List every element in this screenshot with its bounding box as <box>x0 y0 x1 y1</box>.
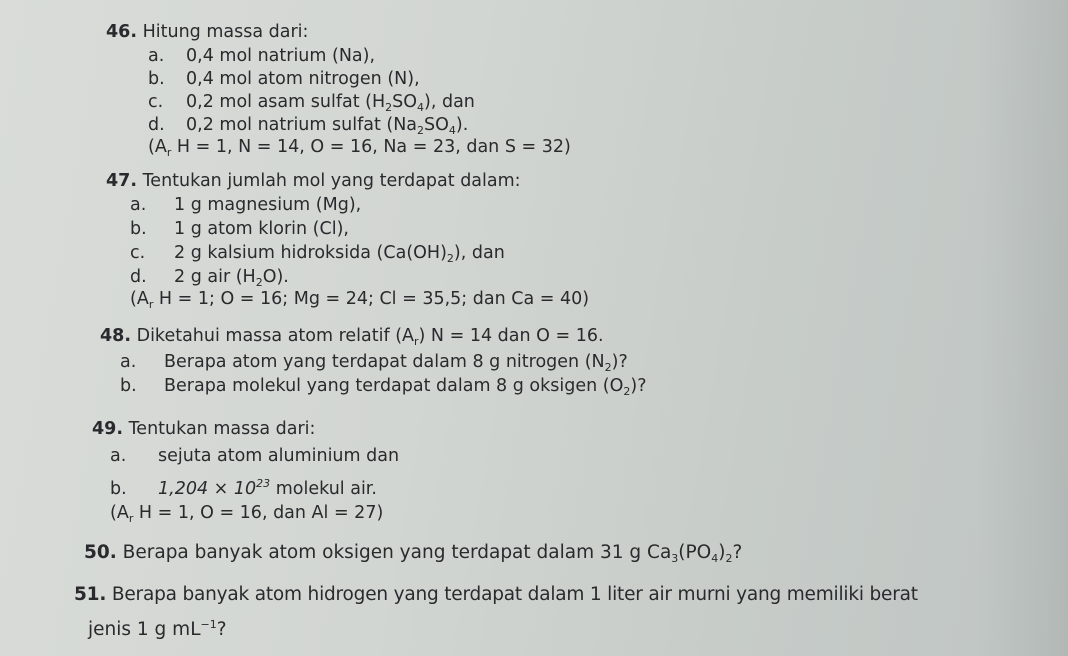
question-number: 51. <box>74 584 107 605</box>
question-49 <box>92 418 315 440</box>
question-51: 51. Berapa banyak atom hidrogen yang terdapat dalam 1 liter air murni yang memiliki berat <box>74 584 918 605</box>
question-47 <box>106 170 521 192</box>
question-number: 46. <box>106 22 138 42</box>
question-46-note: ($A_r$ H = 1, N = 14, O = 16, Na = 23, dan S = 32) <box>148 137 571 159</box>
question-text: Tentukan jumlah mol yang terdapat dalam: <box>142 171 521 191</box>
question-46-item-d: d. 0,2 mol natrium sulfat $(Na_2SO_4)$. <box>148 115 469 137</box>
question-50: 50. Berapa banyak atom oksigen yang terdapat dalam 31 g $Ca_3(PO_4)_2$? <box>84 542 743 565</box>
question-47-note: ($A_r$ H = 1; O = 16; Mg = 24; Cl = 35,5; dan Ca = 40) <box>130 289 590 311</box>
question-51-line2: jenis 1 g $mL^{-1}$? <box>88 618 227 640</box>
question-text: Hitung massa dari: <box>142 22 309 42</box>
question-48-item-a: a. Berapa atom yang terdapat dalam 8 g nitrogen $(N_2)$? <box>120 352 628 374</box>
question-48: 48. Diketahui massa atom relatif $(A_r) N = 14$ dan O = 16. <box>100 326 604 348</box>
question-46 <box>106 21 308 43</box>
question-46-item-c: c. 0,2 mol asam sulfat $(H_2SO_4)$, dan <box>148 92 475 114</box>
question-49-item-a: a. sejuta atom aluminium dan <box>110 446 400 466</box>
question-text: Tentukan massa dari: <box>128 419 316 439</box>
question-46-item-b: b. 0,4 mol atom nitrogen (N), <box>148 69 420 89</box>
question-48-item-b: b. Berapa molekul yang terdapat dalam 8 g oksigen $(O_2)$? <box>120 376 647 398</box>
question-47-item-a: a. 1 g magnesium (Mg), <box>130 195 362 215</box>
question-46-item-a: a. 0,4 mol natrium (Na), <box>148 46 376 66</box>
question-number: 50. <box>84 542 117 563</box>
question-49-item-b: b. $1,204 \times 10^{23}$ molekul air. <box>110 477 377 499</box>
question-47-item-b: b. 1 g atom klorin (Cl), <box>130 219 349 239</box>
question-number: 48. <box>100 326 132 346</box>
question-47-item-c: c. 2 g kalsium hidroksida $(Ca(OH)_2)$, dan <box>130 243 505 265</box>
page-shadow <box>978 0 1068 656</box>
question-47-item-d: d. 2 g air $(H_2O)$. <box>130 267 289 289</box>
question-number: 47. <box>106 171 138 191</box>
question-number: 49. <box>92 419 124 439</box>
question-49-note: ($A_r$ H = 1, O = 16, dan Al = 27) <box>110 503 384 525</box>
